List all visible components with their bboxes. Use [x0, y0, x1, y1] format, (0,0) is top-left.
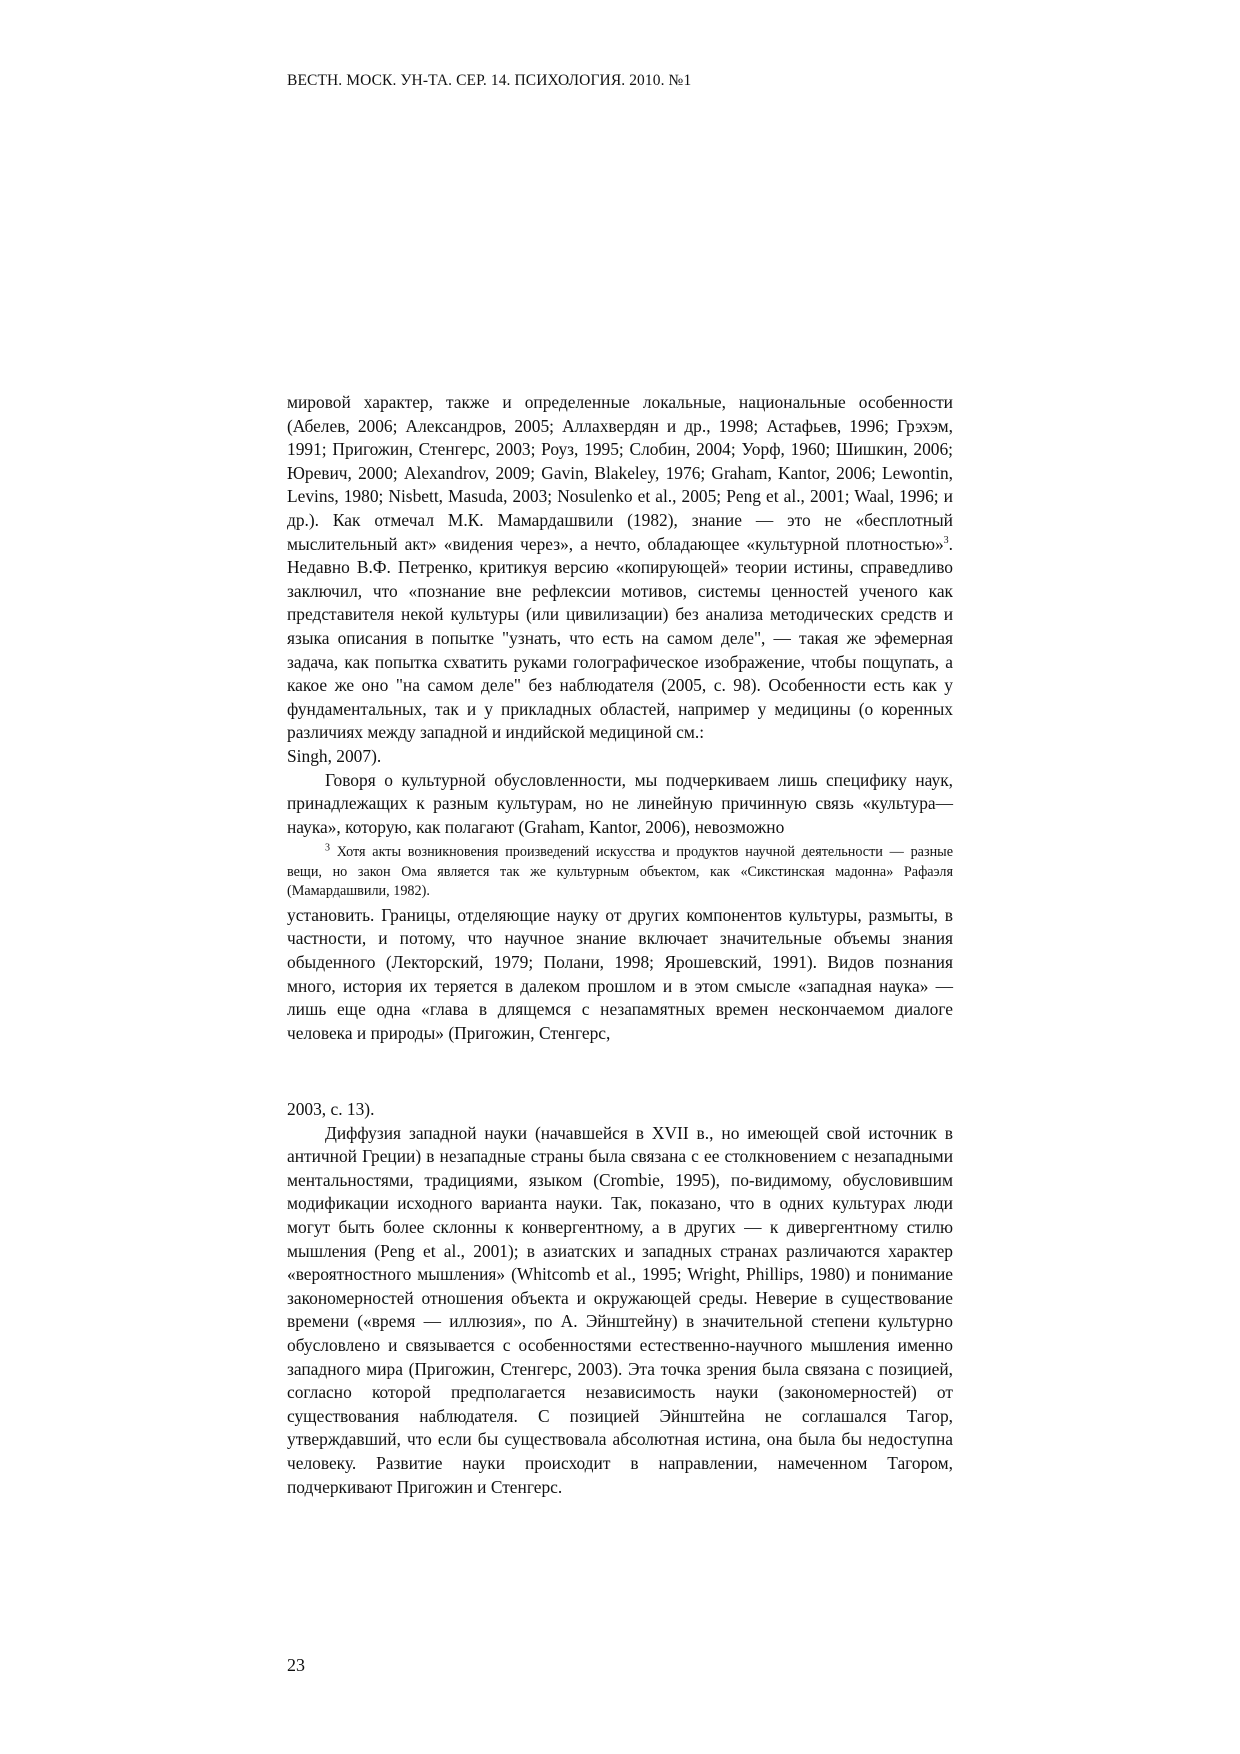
paragraph-text-cont: . Недавно В.Ф. Петренко, критикуя версию «копирующей» теории истины, справедливо заключил, что «познание вне рефлексии мотивов, системы ценностей ученого как представителя некой культуры (или цивилизации) без анализа методических средств и языка описания в попытке "узнать, что есть на самом деле", — такая же эфемерная задача, как попытка схватить руками голографическое изображение, чтобы пощупать, а какое же оно "на самом деле" без наблюдателя (2005, с. 98). Особенности есть как у фундаментальных, так и у прикладных областей, например у медицины (о коренных различиях между западной и индийской медициной см.: [287, 533, 953, 743]
footnote [287, 843, 953, 902]
page-number: 23 [287, 1655, 305, 1675]
paragraph-text: мировой характер, также и определенные локальные, национальные особенности (Абелев, 2006; Александров, 2005; Аллахвердян и др., 1998; Астафьев, 1996; Грэхэм, 1991; Пригожин, Стенгерс, 2003; Роуз, 1995; Слобин, 2004; Уорф, 1960; Шишкин, 2006; Юревич, 2000; Alexandrov, 2009; Gavin, Blakeley, 1976; Graham, Kantor, 2006; Lewontin, Levins, 1980; Nisbett, Masuda, 2003; Nosulenko et al., 2005; Peng et al., 2001; Waal, 1996; и др.). Как отмечал М.К. Мамардашвили (1982), знание — это не «бесплотный мыслительный акт» «видения через», а нечто, обладающее «культурной плотностью» [287, 392, 953, 554]
paragraph: Диффузия западной науки (начавшейся в XVII в., но имеющей свой источник в античной Греции) в незападные страны была связана с ее столкновением с незападными ментальностями, традициями, языком (Crombie, 1995), по-видимому, обусловившим модификации исходного варианта науки. Так, показано, что в одних культурах люди могут быть более склонны к конвергентному, а в других — к дивергентному стилю мышления (Peng et al., 2001); в азиатских и западных странах различаются характер «вероятностного мышления» (Whitcomb et al., 1995; Wright, Phillips, 1980) и понимание закономерностей отношения объекта и окружающей среды. Неверие в существование времени («время — иллюзия», по А. Эйнштейну) в значительной степени культурно обусловлено и связывается с особенностями естественно-научного мышления именно западного мира (Пригожин, Стенгерс, 2003). Эта точка зрения была связана с позицией, согласно которой предполагается независимость науки (закономерностей) от существования наблюдателя. С позицией Эйнштейна не соглашался Тагор, утверждавший, что если бы существовала абсолютная истина, она была бы недоступна человеку. Развитие науки происходит в направлении, намеченном Тагором, подчеркивают Пригожин и Стенгерс. [287, 1122, 953, 1497]
paragraph-continued-2: установить. Границы, отделяющие науку от других компонентов культуры, размыты, в частности, и потому, что научное знание включает значительные объемы знания обыденного (Лекторский, 1979; Полани, 1998; Ярошевский, 1991). Видов познания много, история их теряется в далеком прошлом и в этом смысле «западная наука» — лишь еще одна «глава в длящемся с незапамятных времен нескончаемом диалоге человека и природы» (Пригожин, Стенгерс, [287, 904, 953, 1043]
text-block-upper [287, 391, 953, 1045]
paragraph-continued [287, 391, 953, 745]
text-block-lower [287, 1098, 953, 1499]
footnote-ref: 3 [943, 534, 949, 546]
paragraph: Говоря о культурной обусловленности, мы подчеркиваем лишь специфику наук, принадлежащих к разным культурам, но не линейную причинную связь «культура—наука», которую, как полагают (Graham, Kantor, 2006), невозможно [287, 769, 953, 837]
running-header: ВЕСТН. МОСК. УН-ТА. СЕР. 14. ПСИХОЛОГИЯ. 2010. №1 [287, 72, 692, 89]
paragraph-tail: Singh, 2007). [287, 745, 382, 766]
paragraph-tail-2: 2003, с. 13). [287, 1099, 375, 1119]
footnote-text: Хотя акты возникновения произведений искусства и продуктов научной деятельности — разные вещи, но закон Ома является так же культурным объектом, как «Сикстинская мадонна» Рафаэля (Мамардашвили, 1982). [287, 844, 953, 900]
footnote-number: 3 [325, 842, 330, 854]
